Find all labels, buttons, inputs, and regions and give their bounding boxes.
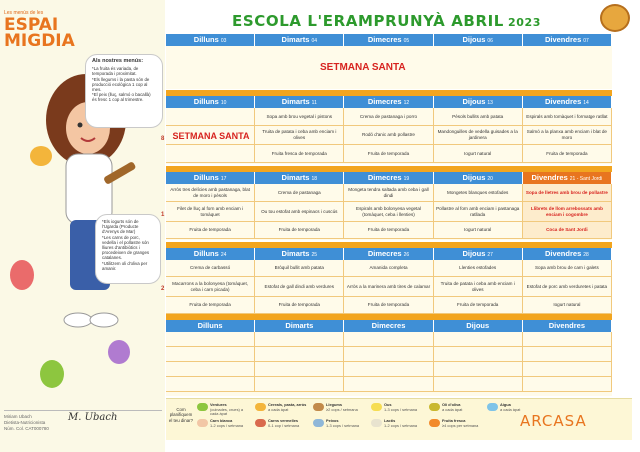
menu-row: [166, 277, 612, 297]
menu-row: [166, 108, 612, 126]
menu-cell: Ou tou estofat amb espinacs i cuscús: [255, 202, 344, 221]
day-header: Dilluns 24: [166, 248, 255, 260]
menu-cell-festive: Llibrets de llom arrebossats amb enciam i cogombre: [523, 202, 612, 221]
menu-row: [166, 297, 612, 314]
day-header: Dimecres 12: [344, 96, 433, 108]
legend-item: Lactis 1-2 cops / setmana: [371, 419, 425, 435]
menu-cell: Fruita fresca de temporada: [255, 145, 344, 162]
week-header: [166, 248, 612, 260]
menu-cell: Salmó a la planxa amb enciam i blat de moro: [523, 126, 612, 144]
menu-cell: Fruita de temporada: [166, 297, 255, 313]
holiday-label: SETMANA SANTA: [169, 131, 253, 141]
legend-item: Oli d'oliva a cada àpat: [429, 403, 483, 419]
menu-row: [166, 184, 612, 202]
legend-items: [197, 403, 541, 435]
menu-cell: Fruita de temporada: [344, 145, 433, 162]
menu-cell: Sopa amb brou de carn i galets: [523, 260, 612, 276]
day-header: Dilluns 10: [166, 96, 255, 108]
dietitian-number: Núm. Col. CAT000780: [4, 426, 49, 431]
menu-cell: Rodó d'anic amb pollastre: [344, 126, 433, 144]
illustration-panel: [0, 0, 165, 452]
fish-icon: [313, 419, 324, 427]
day-header: Dilluns: [166, 320, 255, 332]
day-header: Divendres 14: [523, 96, 612, 108]
menu-cell: Fruita de temporada: [434, 297, 523, 313]
menu-cell: Fruita de temporada: [344, 297, 433, 313]
menu-cell: Filet de lluç al forn amb enciam i tomàquet: [166, 202, 255, 221]
menu-cell: Fruita de temporada: [255, 297, 344, 313]
brand-tagline: Les menús de les: [4, 10, 44, 16]
week-marker: 8: [161, 136, 165, 142]
menu-cell: Truita de patata i ceba amb enciam i olives: [434, 277, 523, 296]
menu-cell: Mongeta tendra saltada amb ceba i gall dindi: [344, 184, 433, 201]
legumes-icon: [313, 403, 324, 411]
menu-cell: Arròs a la marinera amb tires de calamar: [344, 277, 433, 296]
menu-cell: Fruita de temporada: [523, 145, 612, 162]
vegetables-icon: [197, 403, 208, 411]
day-header: Dijous 20: [434, 172, 523, 184]
red-meat-icon: [255, 419, 266, 427]
menu-cell: Llenties estofades: [434, 260, 523, 276]
menu-cell: Mandonguilles de vedella guisades a la jardinera: [434, 126, 523, 144]
menu-row: [166, 362, 612, 377]
brand-line-1: ESPAI: [4, 15, 59, 35]
menu-cell: Arròs tres delícies amb pastanaga, blat de moro i pèsols: [166, 184, 255, 201]
day-header: Dijous 06: [434, 34, 523, 46]
menu-row: [166, 202, 612, 222]
menu-cell: Crema de pastanaga: [255, 184, 344, 201]
day-header: Dijous: [434, 320, 523, 332]
week-3: [166, 172, 612, 239]
week-2: [166, 96, 612, 163]
day-header: Dimarts 25: [255, 248, 344, 260]
title-year: 2023: [507, 16, 541, 29]
week-header: [166, 34, 612, 46]
info-bubble-line: *Utilitzem oli d'oliva per amanir.: [102, 260, 148, 271]
day-header: Dimarts 11: [255, 96, 344, 108]
menu-cell: Iogurt natural: [434, 145, 523, 162]
eggs-icon: [371, 403, 382, 411]
menu-cell: Fruita de temporada: [344, 222, 433, 238]
title-text: ESCOLA L'ERAMPRUNYÀ ABRIL: [232, 12, 504, 30]
week-marker: 2: [161, 286, 165, 292]
menu-cell-festive: Coca de Sant Jordi: [523, 222, 612, 238]
day-header: Divendres 07: [523, 34, 612, 46]
info-bubble-line: *La fruita és variada, de temporada i proximitat.: [92, 66, 139, 77]
info-bubble-line: *Els iogurts són de l'Ugarda (Producte d'Arenys de Mar): [102, 219, 139, 235]
menu-cell: Pèsols bullits amb patata: [434, 108, 523, 125]
menu-cell: Iogurt natural: [434, 222, 523, 238]
week-1: [166, 34, 612, 46]
day-header: Dijous 13: [434, 96, 523, 108]
day-header: Dimarts: [255, 320, 344, 332]
day-header: Dimarts 18: [255, 172, 344, 184]
menu-row: [166, 222, 612, 239]
dietitian-name: Miriam Ubach: [4, 414, 32, 419]
holiday-label: SETMANA SANTA: [320, 62, 406, 73]
menu-cell: Mongetes blanques estofades: [434, 184, 523, 201]
week-header: [166, 96, 612, 108]
signature: M. Ubach: [68, 412, 118, 423]
day-header: Dijous 27: [434, 248, 523, 260]
day-header: Dimecres 26: [344, 248, 433, 260]
cereals-icon: [255, 403, 266, 411]
menu-cell: Truita de patata i ceba amb enciam i olives: [255, 126, 344, 144]
legend-question: Com planifiquem el teu dinar?: [168, 407, 194, 423]
page-title: [232, 12, 541, 30]
day-header: Dimecres 19: [344, 172, 433, 184]
menu-row: [166, 347, 612, 362]
menu-cell: Espirals amb tomàquet i formatge ratllat: [523, 108, 612, 125]
menu-cell: Pollastre al forn amb enciam i pastanaga ratllada: [434, 202, 523, 221]
week-5: [166, 320, 612, 392]
menu-cell: Bròquil bullit amb patata: [255, 260, 344, 276]
day-header: Dilluns 17: [166, 172, 255, 184]
week-header: [166, 320, 612, 332]
info-bubble-top: [85, 54, 163, 128]
legend-item: Verdures (cuinades, crues) a cada àpat: [197, 403, 251, 419]
menu-cell: Estofat de porc amb verduretes i patata: [523, 277, 612, 296]
day-header: Dimecres 05: [344, 34, 433, 46]
menu-row: [166, 377, 612, 392]
legend-item: Llegums ≥2 cops / setmana: [313, 403, 367, 419]
arcasa-logo: ARCASA: [520, 412, 587, 430]
day-header: Dimecres: [344, 320, 433, 332]
legend-item: Cereals, pasta, arròs a cada àpat: [255, 403, 309, 419]
day-header: Dimarts 04: [255, 34, 344, 46]
menu-cell: Macarrons a la bolonyesa (tomàquet, ceba i carn picada): [166, 277, 255, 296]
legend-item: Peixos 1-3 cops / setmana: [313, 419, 367, 435]
fruit-icon: [429, 419, 440, 427]
olive-oil-icon: [429, 403, 440, 411]
menu-cell: Fruita de temporada: [166, 222, 255, 238]
info-bubble-bottom: [95, 214, 161, 284]
white-meat-icon: [197, 419, 208, 427]
week-header: [166, 172, 612, 184]
menu-cell: Fruita de temporada: [255, 222, 344, 238]
menu-cell: [166, 108, 255, 125]
corner-mascot-icon: [600, 4, 630, 32]
info-bubble-line: *El peix (lluç, salmó o bacallà) és fresc 1 cop al trimestre.: [92, 92, 151, 103]
mascot-bottom-left-icon: [40, 360, 64, 388]
menu-cell: Espirals amb bolonyesa vegetal (tomàquet, ceba i llenties): [344, 202, 433, 221]
week-4: [166, 248, 612, 314]
week-marker: 1: [161, 212, 165, 218]
menu-cell: [166, 145, 255, 162]
legend-item: Ous 1-3 cops / setmana: [371, 403, 425, 419]
info-bubble-line: *Les carns de porc, vedella i el pollastre són lliures d'antibiòtics i procedeixen de granges catalanes.: [102, 234, 150, 261]
legend-item: Fruita fresca ≥4 cops per setmana: [429, 419, 483, 435]
menu-cell-festive: Sopa de lletres amb brou de pollastre: [523, 184, 612, 201]
menu-cell: Iogurt natural: [523, 297, 612, 313]
day-header: Divendres 28: [523, 248, 612, 260]
dairy-icon: [371, 419, 382, 427]
day-header: Divendres: [523, 320, 612, 332]
menu-cell: Crema de carbassó: [166, 260, 255, 276]
menu-row: [166, 332, 612, 347]
menu-cell: Amanida completa: [344, 260, 433, 276]
day-header: Dilluns 03: [166, 34, 255, 46]
brand-line-2: MIGDIA: [4, 31, 75, 51]
legend-item: Aigua a cada àpat: [487, 403, 541, 419]
menu-row: [166, 145, 612, 163]
menu-cell: Estofat de gall dindi amb verdures: [255, 277, 344, 296]
info-bubble-line: *Els llegums i la pasta són de producció ecològica 1 cop al mes.: [92, 76, 150, 93]
water-icon: [487, 403, 498, 411]
legend-item: Carns vermelles 0-1 cop / setmana: [255, 419, 309, 435]
legend-item: Carn blanca 1-2 cops / setmana: [197, 419, 251, 435]
dietitian-role: Dietista-Nutricionista: [4, 420, 46, 425]
menu-cell: Sopa amb brou vegetal i pistons: [255, 108, 344, 125]
menu-row: [166, 260, 612, 277]
day-header-sant-jordi: Divendres 21 - Sant Jordi: [523, 172, 612, 184]
info-bubble-title: Als nostres menús:: [92, 58, 144, 64]
menu-cell: Crema de pastanaga i porro: [344, 108, 433, 125]
